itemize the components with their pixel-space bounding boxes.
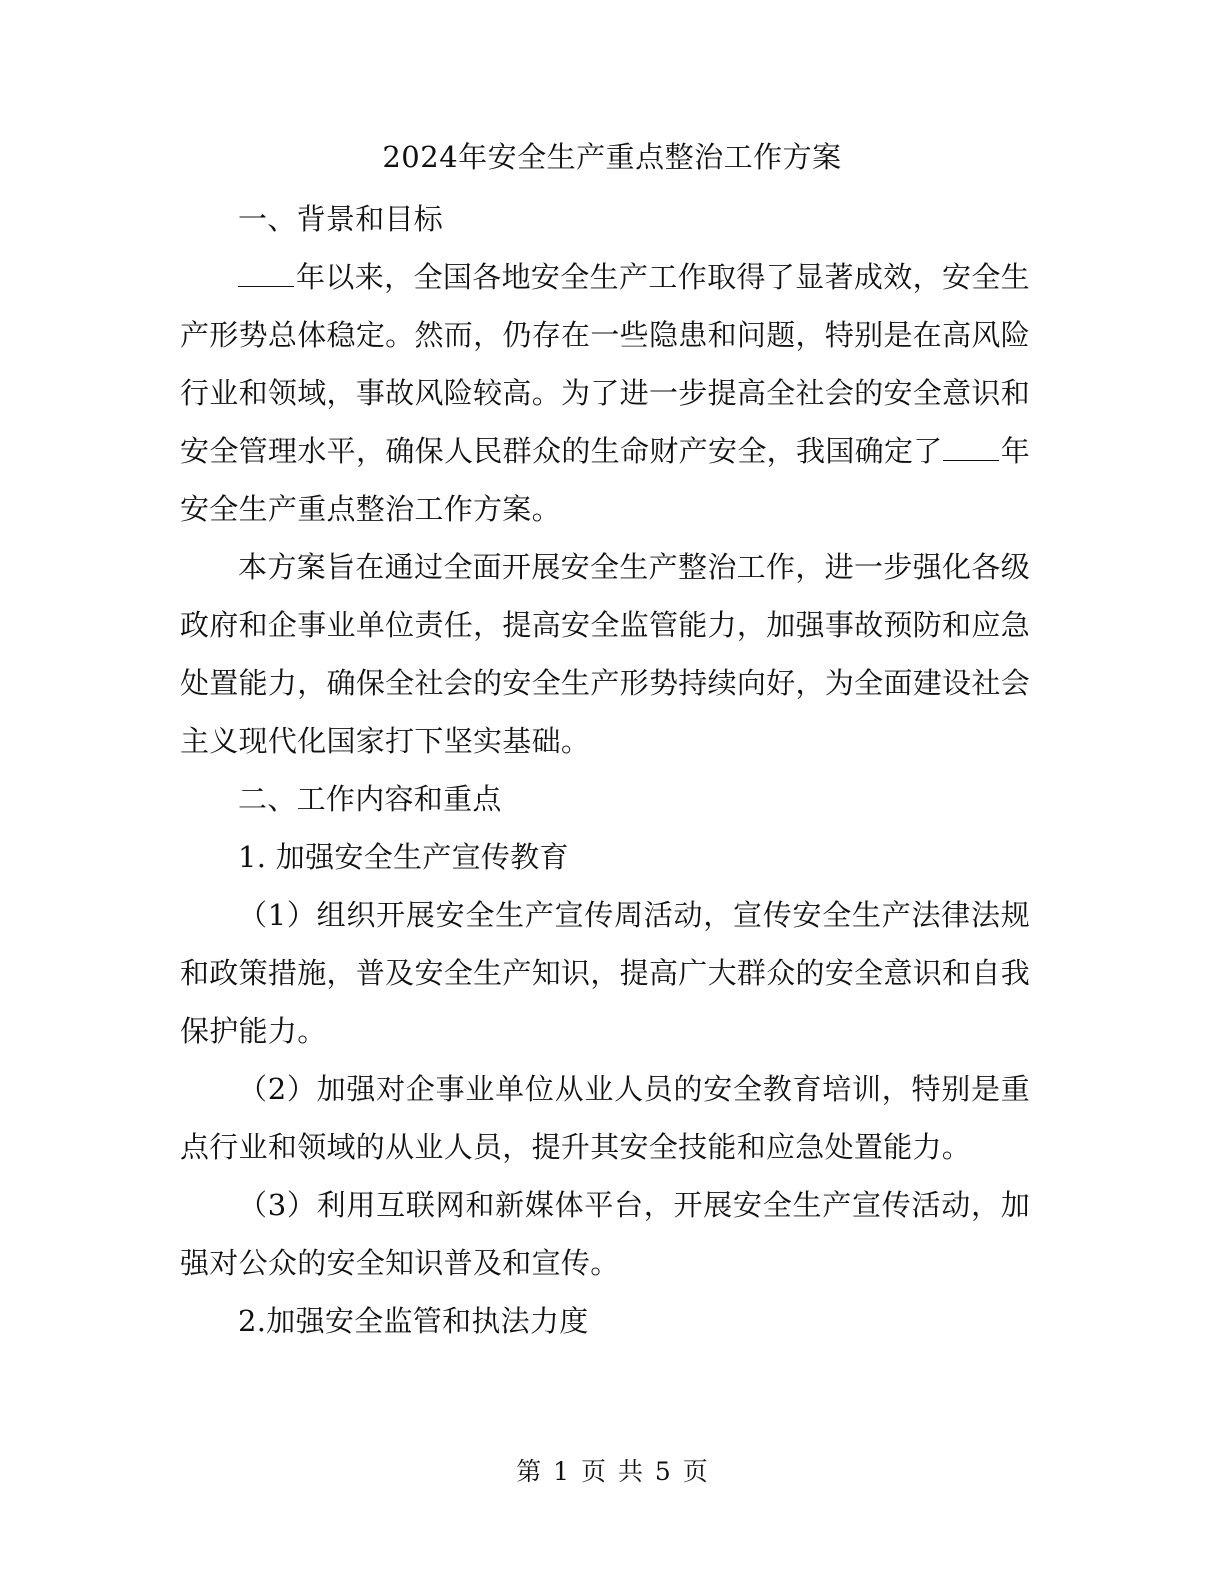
subheading-supervision: 2.加强安全监管和执法力度 xyxy=(238,1304,589,1338)
fill-in-blank xyxy=(238,264,294,287)
list-item-2: （2）加强对企事业单位从业人员的安全教育培训，特别是重点行业和领域的从业人员，提升其安全技能和应急处置能力。 xyxy=(180,1072,1030,1164)
fill-in-blank xyxy=(943,438,999,461)
document-body xyxy=(180,190,1030,1350)
subheading-education: 1. 加强安全生产宣传教育 xyxy=(238,840,569,874)
section-heading-background: 一、背景和目标 xyxy=(238,202,444,236)
section-heading-content: 二、工作内容和重点 xyxy=(238,782,502,816)
paragraph-text: 年安全生产重点整治工作方案。 xyxy=(180,434,1030,526)
list-item-3: （3）利用互联网和新媒体平台，开展安全生产宣传活动，加强对公众的安全知识普及和宣传。 xyxy=(180,1188,1030,1280)
document-title: 2024年安全生产重点整治工作方案 xyxy=(382,140,842,174)
paragraph-background xyxy=(180,248,1030,538)
page-number-footer: 第 1 页 共 5 页 xyxy=(516,1457,708,1486)
paragraph-purpose: 本方案旨在通过全面开展安全生产整治工作，进一步强化各级政府和企事业单位责任，提高安全监管能力，加强事故预防和应急处置能力，确保全社会的安全生产形势持续向好，为全面建设社会主义现代化国家打下坚实基础。 xyxy=(180,550,1030,758)
paragraph-text: 年以来，全国各地安全生产工作取得了显著成效，安全生产形势总体稳定。然而，仍存在一些隐患和问题，特别是在高风险行业和领域，事故风险较高。为了进一步提高全社会的安全意识和安全管理水平，确保人民群众的生命财产安全，我国确定了 xyxy=(180,260,1030,468)
list-item-1: （1）组织开展安全生产宣传周活动，宣传安全生产法律法规和政策措施，普及安全生产知识，提高广大群众的安全意识和自我保护能力。 xyxy=(180,898,1030,1048)
